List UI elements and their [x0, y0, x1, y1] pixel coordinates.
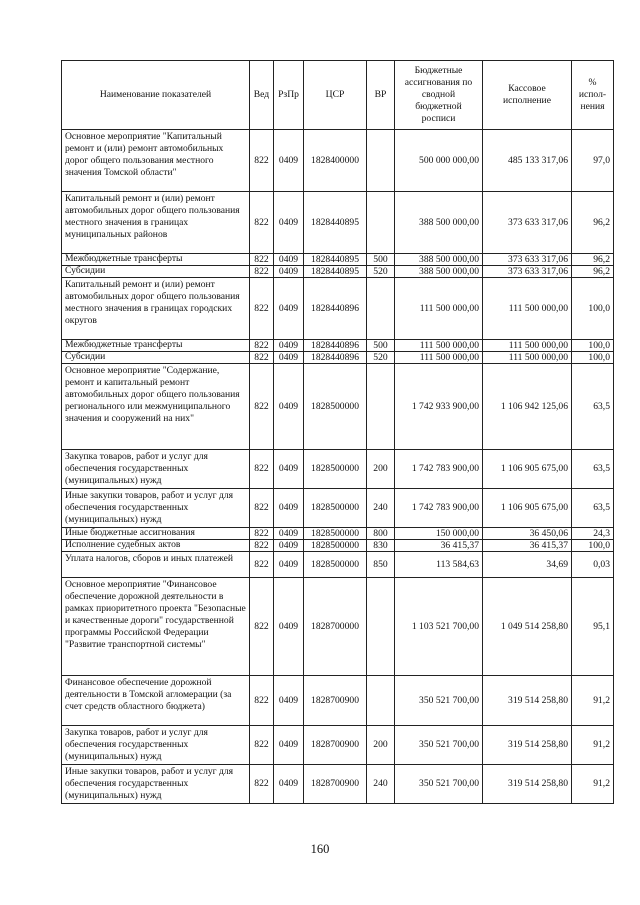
table-row: [62, 489, 614, 528]
table-header-row: [62, 61, 614, 130]
row-ved-cell: 822: [250, 254, 274, 266]
table-row: [62, 352, 614, 364]
table-row: [62, 278, 614, 340]
row-vr-cell: 240: [367, 765, 395, 804]
header-name: Наименование показателей: [62, 61, 250, 130]
row-ved-cell: 822: [250, 352, 274, 364]
row-vr-cell: [367, 578, 395, 676]
row-pct-cell: 96,2: [572, 192, 614, 254]
row-name-cell: Иные бюджетные ассигнования: [62, 528, 250, 540]
header-vr: ВР: [367, 61, 395, 130]
row-pct-cell: 24,3: [572, 528, 614, 540]
row-csr-cell: 1828400000: [304, 130, 367, 192]
row-csr-cell: 1828440896: [304, 278, 367, 340]
row-budget-cell: 36 415,37: [395, 540, 483, 552]
row-pct-cell: 100,0: [572, 278, 614, 340]
row-pct-cell: 63,5: [572, 364, 614, 450]
row-ved-cell: 822: [250, 130, 274, 192]
row-pct-cell: 0,03: [572, 552, 614, 578]
row-ved-cell: 822: [250, 528, 274, 540]
row-budget-cell: 1 103 521 700,00: [395, 578, 483, 676]
row-budget-cell: 388 500 000,00: [395, 192, 483, 254]
row-ved-cell: 822: [250, 765, 274, 804]
row-vr-cell: [367, 278, 395, 340]
row-name-cell: Капитальный ремонт и (или) ремонт автомобильных дорог общего пользования местного значения в границах муниципальных районов: [62, 192, 250, 254]
row-cash-cell: 111 500 000,00: [483, 278, 572, 340]
row-csr-cell: 1828500000: [304, 450, 367, 489]
row-pct-cell: 100,0: [572, 540, 614, 552]
row-pct-cell: 96,2: [572, 254, 614, 266]
table-row: [62, 540, 614, 552]
row-budget-cell: 350 521 700,00: [395, 765, 483, 804]
row-budget-cell: 111 500 000,00: [395, 352, 483, 364]
row-vr-cell: [367, 676, 395, 726]
row-csr-cell: 1828500000: [304, 489, 367, 528]
row-cash-cell: 1 106 942 125,06: [483, 364, 572, 450]
row-budget-cell: 111 500 000,00: [395, 340, 483, 352]
row-cash-cell: 34,69: [483, 552, 572, 578]
row-rzpr-cell: 0409: [274, 552, 304, 578]
row-rzpr-cell: 0409: [274, 489, 304, 528]
row-ved-cell: 822: [250, 450, 274, 489]
row-csr-cell: 1828700000: [304, 578, 367, 676]
row-budget-cell: 150 000,00: [395, 528, 483, 540]
row-rzpr-cell: 0409: [274, 364, 304, 450]
row-vr-cell: 850: [367, 552, 395, 578]
table-body: [62, 130, 614, 804]
row-rzpr-cell: 0409: [274, 450, 304, 489]
row-rzpr-cell: 0409: [274, 726, 304, 765]
table-row: [62, 552, 614, 578]
header-rzpr: РзПр: [274, 61, 304, 130]
row-csr-cell: 1828500000: [304, 364, 367, 450]
row-csr-cell: 1828440896: [304, 340, 367, 352]
row-rzpr-cell: 0409: [274, 192, 304, 254]
row-vr-cell: 520: [367, 266, 395, 278]
table-row: [62, 340, 614, 352]
row-pct-cell: 100,0: [572, 340, 614, 352]
row-ved-cell: 822: [250, 552, 274, 578]
row-csr-cell: 1828500000: [304, 540, 367, 552]
row-name-cell: Финансовое обеспечение дорожной деятельности в Томской агломерации (за счет средств областного бюджета): [62, 676, 250, 726]
row-vr-cell: 520: [367, 352, 395, 364]
row-csr-cell: 1828700900: [304, 726, 367, 765]
table-row: [62, 726, 614, 765]
header-ved: Вед: [250, 61, 274, 130]
row-ved-cell: 822: [250, 489, 274, 528]
row-ved-cell: 822: [250, 278, 274, 340]
row-csr-cell: 1828500000: [304, 528, 367, 540]
page-number: 160: [310, 842, 330, 856]
row-pct-cell: 91,2: [572, 726, 614, 765]
row-csr-cell: 1828700900: [304, 765, 367, 804]
table-row: [62, 578, 614, 676]
row-budget-cell: 350 521 700,00: [395, 726, 483, 765]
row-pct-cell: 91,2: [572, 676, 614, 726]
header-budget: Бюджетные ассигнования по сводной бюджетной росписи: [395, 61, 483, 130]
row-cash-cell: 319 514 258,80: [483, 676, 572, 726]
table-row: [62, 266, 614, 278]
row-rzpr-cell: 0409: [274, 254, 304, 266]
table-row: [62, 364, 614, 450]
row-cash-cell: 111 500 000,00: [483, 340, 572, 352]
row-rzpr-cell: 0409: [274, 266, 304, 278]
row-vr-cell: [367, 364, 395, 450]
row-name-cell: Капитальный ремонт и (или) ремонт автомобильных дорог общего пользования местного значения в границах городских округов: [62, 278, 250, 340]
budget-execution-table-container: [61, 60, 613, 804]
row-name-cell: Межбюджетные трансферты: [62, 340, 250, 352]
row-pct-cell: 95,1: [572, 578, 614, 676]
row-cash-cell: 36 450,06: [483, 528, 572, 540]
row-csr-cell: 1828440895: [304, 192, 367, 254]
row-rzpr-cell: 0409: [274, 340, 304, 352]
row-cash-cell: 1 106 905 675,00: [483, 489, 572, 528]
row-cash-cell: 1 106 905 675,00: [483, 450, 572, 489]
row-csr-cell: 1828440895: [304, 266, 367, 278]
row-ved-cell: 822: [250, 676, 274, 726]
row-pct-cell: 63,5: [572, 450, 614, 489]
row-vr-cell: [367, 192, 395, 254]
row-cash-cell: 111 500 000,00: [483, 352, 572, 364]
row-ved-cell: 822: [250, 192, 274, 254]
row-pct-cell: 100,0: [572, 352, 614, 364]
header-cash: Кассовое исполнение: [483, 61, 572, 130]
row-csr-cell: 1828500000: [304, 552, 367, 578]
row-name-cell: Исполнение судебных актов: [62, 540, 250, 552]
row-rzpr-cell: 0409: [274, 676, 304, 726]
row-name-cell: Основное мероприятие "Финансовое обеспечение дорожной деятельности в рамках приоритетного проекта "Безопасные и качественные дороги" государственной программы Российской Федерации "Развитие транспортной системы": [62, 578, 250, 676]
row-cash-cell: 373 633 317,06: [483, 266, 572, 278]
row-name-cell: Иные закупки товаров, работ и услуг для обеспечения государственных (муниципальных) нужд: [62, 765, 250, 804]
row-budget-cell: 350 521 700,00: [395, 676, 483, 726]
row-budget-cell: 1 742 783 900,00: [395, 450, 483, 489]
row-cash-cell: 373 633 317,06: [483, 192, 572, 254]
row-name-cell: Закупка товаров, работ и услуг для обеспечения государственных (муниципальных) нужд: [62, 726, 250, 765]
row-budget-cell: 1 742 783 900,00: [395, 489, 483, 528]
row-name-cell: Субсидии: [62, 266, 250, 278]
table-row: [62, 765, 614, 804]
row-vr-cell: 200: [367, 726, 395, 765]
row-pct-cell: 96,2: [572, 266, 614, 278]
row-cash-cell: 36 415,37: [483, 540, 572, 552]
row-cash-cell: 373 633 317,06: [483, 254, 572, 266]
row-ved-cell: 822: [250, 726, 274, 765]
row-rzpr-cell: 0409: [274, 765, 304, 804]
row-budget-cell: 111 500 000,00: [395, 278, 483, 340]
row-cash-cell: 485 133 317,06: [483, 130, 572, 192]
row-name-cell: Основное мероприятие "Капитальный ремонт и (или) ремонт автомобильных дорог общего пользования местного значения Томской области": [62, 130, 250, 192]
row-ved-cell: 822: [250, 266, 274, 278]
row-name-cell: Основное мероприятие "Содержание, ремонт и капитальный ремонт автомобильных дорог общего пользования регионального или межмуниципального значения и сооружений на них": [62, 364, 250, 450]
row-pct-cell: 91,2: [572, 765, 614, 804]
row-vr-cell: 830: [367, 540, 395, 552]
row-name-cell: Субсидии: [62, 352, 250, 364]
row-rzpr-cell: 0409: [274, 528, 304, 540]
row-vr-cell: 200: [367, 450, 395, 489]
table-row: [62, 192, 614, 254]
row-name-cell: Межбюджетные трансферты: [62, 254, 250, 266]
row-vr-cell: 500: [367, 340, 395, 352]
table-row: [62, 450, 614, 489]
row-ved-cell: 822: [250, 364, 274, 450]
row-name-cell: Уплата налогов, сборов и иных платежей: [62, 552, 250, 578]
row-cash-cell: 319 514 258,80: [483, 765, 572, 804]
row-budget-cell: 388 500 000,00: [395, 254, 483, 266]
row-cash-cell: 1 049 514 258,80: [483, 578, 572, 676]
table-row: [62, 676, 614, 726]
row-rzpr-cell: 0409: [274, 352, 304, 364]
row-name-cell: Иные закупки товаров, работ и услуг для обеспечения государственных (муниципальных) нужд: [62, 489, 250, 528]
row-rzpr-cell: 0409: [274, 540, 304, 552]
row-csr-cell: 1828440895: [304, 254, 367, 266]
row-ved-cell: 822: [250, 540, 274, 552]
row-ved-cell: 822: [250, 340, 274, 352]
row-csr-cell: 1828700900: [304, 676, 367, 726]
budget-execution-table: [61, 60, 614, 804]
row-vr-cell: 240: [367, 489, 395, 528]
row-rzpr-cell: 0409: [274, 130, 304, 192]
row-ved-cell: 822: [250, 578, 274, 676]
header-csr: ЦСР: [304, 61, 367, 130]
table-row: [62, 528, 614, 540]
row-cash-cell: 319 514 258,80: [483, 726, 572, 765]
row-csr-cell: 1828440896: [304, 352, 367, 364]
row-vr-cell: 500: [367, 254, 395, 266]
table-row: [62, 254, 614, 266]
row-pct-cell: 63,5: [572, 489, 614, 528]
row-budget-cell: 388 500 000,00: [395, 266, 483, 278]
row-budget-cell: 113 584,63: [395, 552, 483, 578]
row-vr-cell: [367, 130, 395, 192]
row-budget-cell: 500 000 000,00: [395, 130, 483, 192]
row-rzpr-cell: 0409: [274, 578, 304, 676]
header-pct: % испол-нения: [572, 61, 614, 130]
row-budget-cell: 1 742 933 900,00: [395, 364, 483, 450]
row-name-cell: Закупка товаров, работ и услуг для обеспечения государственных (муниципальных) нужд: [62, 450, 250, 489]
table-row: [62, 130, 614, 192]
row-vr-cell: 800: [367, 528, 395, 540]
row-rzpr-cell: 0409: [274, 278, 304, 340]
row-pct-cell: 97,0: [572, 130, 614, 192]
